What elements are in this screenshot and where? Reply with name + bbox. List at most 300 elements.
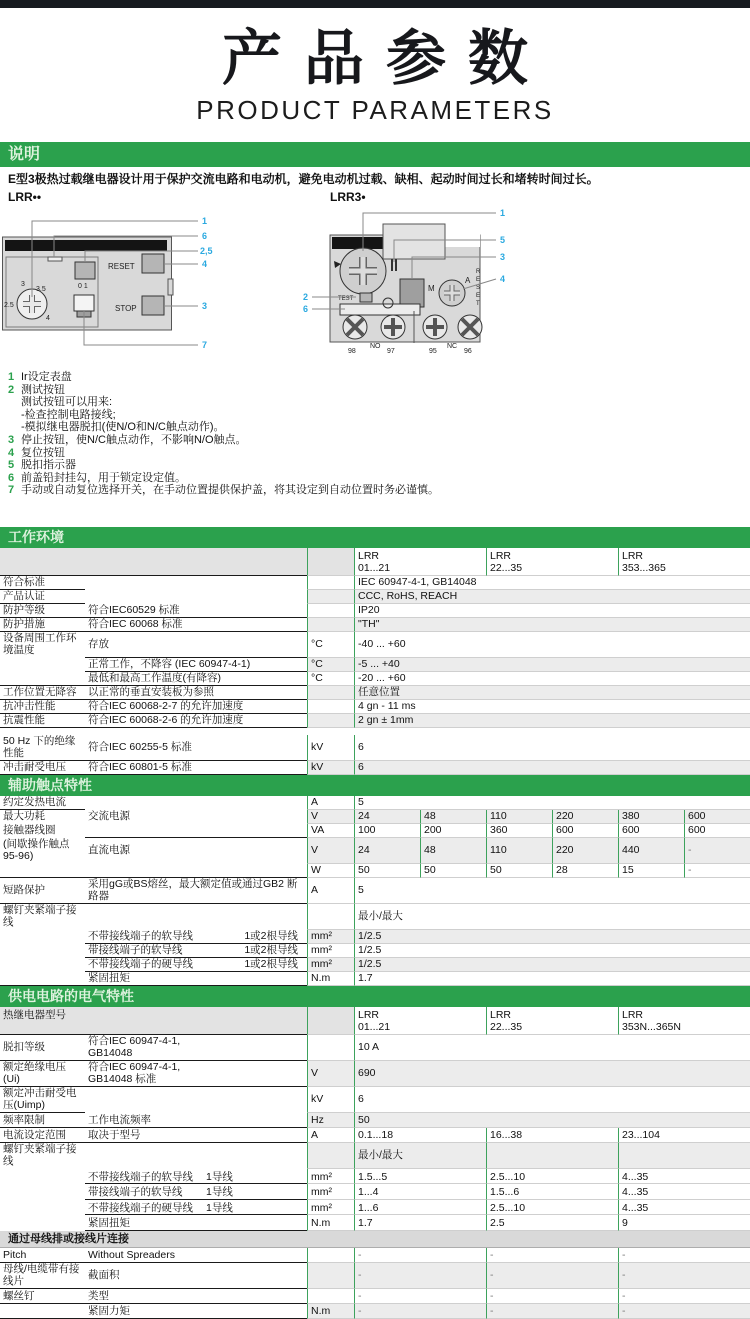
table-row — [0, 1035, 750, 1061]
row-sublabel — [85, 590, 307, 604]
unit-cell — [307, 1007, 355, 1035]
value-cell: 23...104 — [619, 1128, 750, 1143]
value-cell: CCC, RoHS, REACH — [355, 590, 750, 604]
unit-cell: Hz — [307, 1113, 355, 1128]
legend-number: 7 — [8, 484, 15, 497]
row-sublabel-text: 正常工作，不降容 (IEC 60947-4-1) — [88, 658, 251, 671]
table-row — [0, 735, 750, 761]
section-header-env: 工作环境 — [0, 527, 750, 548]
callout-number: 3 — [500, 252, 506, 262]
value-cell: 200 — [421, 824, 487, 838]
row-sublabel-text: 符合IEC 60068-2-7 的允许加速度 — [88, 700, 244, 713]
value-cell: 15 — [619, 864, 685, 878]
row-sublabel-text: 存放 — [88, 638, 109, 651]
row-sublabel — [85, 576, 307, 590]
value-cell: 1.5...5 — [355, 1169, 487, 1185]
value-cell: - — [487, 1263, 619, 1289]
table-row — [0, 904, 750, 930]
table-row — [0, 796, 750, 810]
value-cell: 1.5...6 — [487, 1184, 619, 1200]
row-sublabel-text: 不带接线端子的硬导线 — [88, 958, 193, 971]
value-cell: 0.1...18 — [355, 1128, 487, 1143]
row-label: 频率限制 — [0, 1113, 85, 1128]
stop-window — [74, 295, 94, 311]
row-sublabel-text: 符合IEC60529 标准 — [88, 604, 180, 617]
value-cell: 4...35 — [619, 1184, 750, 1200]
value-cell: - — [619, 1248, 750, 1263]
row-label — [0, 958, 85, 972]
row-label — [0, 658, 85, 672]
row-label — [0, 1200, 85, 1216]
row-sublabel — [85, 796, 307, 810]
value-cell: 220 — [553, 810, 619, 824]
row-sublabel — [85, 1087, 307, 1113]
row-sublabel — [85, 735, 307, 761]
table-row — [0, 1200, 750, 1216]
value-cell: 5 — [355, 796, 750, 810]
callout-number: 6 — [202, 231, 208, 241]
table-row — [0, 686, 750, 700]
row-sublabel — [85, 930, 307, 944]
legend-item — [8, 472, 742, 485]
value-cell: 6 — [355, 735, 750, 761]
value-cell: 16...38 — [487, 1128, 619, 1143]
value-cell: 50 — [487, 864, 553, 878]
value-cell: - — [487, 1289, 619, 1304]
callout-number: 3 — [202, 301, 208, 311]
row-sublabel — [85, 864, 307, 878]
legend-item — [8, 459, 742, 472]
test-button — [360, 293, 372, 302]
table-row — [0, 1061, 750, 1087]
terminal-label: 95 — [429, 348, 437, 355]
unit-cell — [307, 548, 355, 576]
table-row — [0, 864, 750, 878]
value-cell: 10 A — [355, 1035, 750, 1061]
row-sublabel — [85, 838, 307, 864]
value-cell: 24 — [355, 810, 421, 824]
table-sup — [0, 1007, 750, 1319]
row-sublabel-qualifier: 1导线 — [206, 1170, 233, 1183]
row-sublabel — [85, 1007, 307, 1035]
row-sublabel — [85, 810, 307, 824]
table-row — [0, 1128, 750, 1143]
value-cell: 2.5...10 — [487, 1169, 619, 1185]
row-sublabel-text: 工作电流频率 — [88, 1113, 151, 1126]
row-sublabel-qualifier: 1或2根导线 — [244, 944, 298, 957]
callout-number: 6 — [303, 304, 309, 314]
row-sublabel — [85, 618, 307, 632]
column-header: LRR 353N...365N — [619, 1007, 750, 1035]
row-label: 最大功耗 — [3, 810, 45, 823]
unit-cell: N.m — [307, 1215, 355, 1231]
value-cell: 4...35 — [619, 1200, 750, 1216]
table-gap — [0, 728, 750, 735]
row-label: 电流设定范围 — [0, 1128, 85, 1143]
value-cell: 600 — [685, 824, 750, 838]
row-sublabel — [85, 1128, 307, 1143]
row-sublabel — [85, 1143, 307, 1169]
section-header-description-label: 说明 — [8, 146, 41, 163]
row-label: 符合标准 — [0, 576, 85, 590]
row-label — [0, 864, 85, 878]
row-label — [0, 548, 85, 576]
legend-item — [8, 434, 742, 447]
table-row — [0, 1184, 750, 1200]
black-band — [5, 240, 167, 251]
row-sublabel-text: 紧固扭矩 — [88, 972, 130, 985]
row-label — [0, 1184, 85, 1200]
row-sublabel-text: 带接线端子的软导线 — [88, 1186, 183, 1199]
row-label: 接触器线圈 — [3, 824, 56, 837]
dial-mark: 4 — [46, 315, 50, 322]
row-sublabel-text: 紧固力矩 — [88, 1304, 130, 1317]
value-cell — [619, 1143, 750, 1169]
legend-item — [8, 384, 742, 434]
row-label: 母线/电缆带有接线片 — [0, 1263, 85, 1289]
value-cell: - — [487, 1304, 619, 1319]
callout-number: 1 — [500, 208, 506, 218]
value-cell: 最小/最大 — [355, 1143, 487, 1169]
unit-cell — [307, 1143, 355, 1169]
row-sublabel — [85, 958, 307, 972]
legend-text: 测试按钮 测试按钮可以用来: -检查控制电路接线; -模拟继电器脱扣(使N/O和N/C触点动作)。 — [21, 383, 225, 434]
value-cell: 6 — [355, 1087, 750, 1113]
top-dark-bar — [0, 0, 750, 8]
table-row — [0, 1215, 750, 1231]
value-cell: 最小/最大 — [355, 904, 750, 930]
unit-cell — [307, 576, 355, 590]
value-cell: 380 — [619, 810, 685, 824]
terminal-label: 97 — [387, 348, 395, 355]
row-sublabel-text: 直流电源 — [88, 844, 130, 857]
terminal-label: NC — [447, 343, 458, 350]
seal-lever — [340, 304, 420, 315]
row-sublabel — [85, 824, 307, 838]
reset-label: RESET — [108, 262, 135, 271]
row-sublabel — [85, 1061, 307, 1087]
value-cell: 600 — [685, 810, 750, 824]
table-row — [0, 658, 750, 672]
section-header-description — [0, 142, 750, 167]
row-sublabel-qualifier: 1导线 — [206, 1201, 233, 1214]
row-label: 工作位置无降容 — [0, 686, 85, 700]
column-header: LRR 01...21 — [355, 1007, 487, 1035]
table-row — [0, 1289, 750, 1304]
row-label — [0, 972, 85, 986]
legend-number: 4 — [8, 446, 15, 459]
row-sublabel — [85, 1113, 307, 1128]
unit-cell: mm² — [307, 944, 355, 958]
table-row — [0, 1007, 750, 1035]
section-header-aux: 辅助触点特性 — [0, 775, 750, 796]
callout-number: 4 — [202, 259, 208, 269]
test-window-button — [75, 262, 95, 279]
value-cell: 1...6 — [355, 1200, 487, 1216]
table-row — [0, 761, 750, 775]
legend-text: 停止按钮，使N/C触点动作，不影响N/O触点。 — [21, 433, 247, 446]
value-cell: 360 — [487, 824, 553, 838]
row-label: 螺钉夹紧端子接线 — [3, 903, 77, 929]
value-cell: 440 — [619, 838, 685, 864]
page-title: 产品参数 — [222, 25, 550, 92]
value-cell: -40 ... +60 — [355, 632, 750, 658]
column-header: LRR 22...35 — [487, 1007, 619, 1035]
unit-cell: kV — [307, 761, 355, 775]
row-sublabel — [85, 944, 307, 958]
value-cell: - — [685, 864, 750, 878]
value-cell: - — [487, 1248, 619, 1263]
stop-button — [142, 296, 164, 315]
unit-cell — [307, 604, 355, 618]
callout-number: 2,5 — [200, 246, 213, 256]
unit-cell — [307, 714, 355, 728]
value-cell: - — [355, 1304, 487, 1319]
row-sublabel — [85, 1304, 307, 1319]
unit-cell: kV — [307, 735, 355, 761]
row-sublabel-qualifier: 1导线 — [206, 1186, 233, 1199]
value-cell: 100 — [355, 824, 421, 838]
unit-cell: °C — [307, 658, 355, 672]
value-cell: 50 — [355, 864, 421, 878]
unit-cell — [307, 700, 355, 714]
row-sublabel — [85, 632, 307, 658]
row-sublabel — [85, 658, 307, 672]
value-cell: 1/2.5 — [355, 930, 750, 944]
section-header-sup: 供电电路的电气特性 — [0, 986, 750, 1007]
row-label — [0, 672, 85, 686]
value-cell: IP20 — [355, 604, 750, 618]
unit-cell: VA — [307, 824, 355, 838]
row-sublabel — [85, 1169, 307, 1185]
table-row — [0, 838, 750, 864]
row-sublabel-text: 采用gG或BS熔丝，最大额定值或通过GB2 断路器 — [88, 877, 298, 903]
row-label: 产品认证 — [0, 590, 85, 604]
diagrams — [0, 207, 750, 365]
value-cell: 220 — [553, 838, 619, 864]
table-row — [0, 1248, 750, 1263]
terminal-label: 98 — [348, 348, 356, 355]
value-cell: 1...4 — [355, 1184, 487, 1200]
row-sublabel — [85, 904, 307, 930]
table-row — [0, 1087, 750, 1113]
row-label: 额定绝缘电压(Ui) — [0, 1061, 85, 1087]
unit-cell: V — [307, 810, 355, 824]
value-cell: - — [355, 1289, 487, 1304]
callout-number: 7 — [202, 340, 208, 350]
row-sublabel-text: Without Spreaders — [88, 1248, 175, 1261]
unit-cell: A — [307, 1128, 355, 1143]
seal-slot — [48, 257, 62, 261]
value-cell: 110 — [487, 810, 553, 824]
table-row — [0, 810, 750, 824]
dial-mark: 3 — [21, 281, 25, 288]
manual-label: M — [428, 284, 435, 293]
table-row — [0, 878, 750, 904]
relay3-front-diagram — [300, 207, 530, 362]
table-row — [0, 632, 750, 658]
row-sublabel-text: 截面积 — [88, 1269, 120, 1282]
test-label: TEST — [338, 296, 354, 302]
value-cell: 690 — [355, 1061, 750, 1087]
unit-cell: mm² — [307, 958, 355, 972]
legend-text: 脱扣指示器 — [21, 459, 76, 472]
column-header: LRR 01...21 — [355, 548, 487, 576]
row-sublabel-text: 带接线端子的软导线 — [88, 944, 183, 957]
row-sublabel-text: 不带接线端子的硬导线 — [88, 1201, 193, 1214]
unit-cell: mm² — [307, 1169, 355, 1185]
row-sublabel — [85, 878, 307, 904]
table-row — [0, 618, 750, 632]
row-sublabel-text: 类型 — [88, 1289, 109, 1302]
table-row — [0, 590, 750, 604]
value-cell: - — [355, 1248, 487, 1263]
stop-label: STOP — [115, 304, 137, 313]
row-label: 防护等级 — [0, 604, 85, 618]
value-cell: 110 — [487, 838, 553, 864]
value-cell: 1.7 — [355, 1215, 487, 1231]
callout-number: 5 — [500, 235, 506, 245]
table-row — [0, 944, 750, 958]
value-cell: 任意位置 — [355, 686, 750, 700]
row-label — [0, 944, 85, 958]
unit-cell — [307, 590, 355, 604]
value-cell: IEC 60947-4-1, GB14048 — [355, 576, 750, 590]
row-sublabel-qualifier: 1或2根导线 — [244, 958, 298, 971]
legend-text: 前盖铅封挂勾，用于锁定设定值。 — [21, 471, 186, 484]
row-sublabel-text: 取决于型号 — [88, 1128, 141, 1141]
value-cell: 48 — [421, 810, 487, 824]
row-sublabel — [85, 700, 307, 714]
legend-item — [8, 484, 742, 497]
row-label: 额定冲击耐受电压(Uimp) — [0, 1087, 85, 1113]
table-row — [0, 700, 750, 714]
model-left-label: LRR•• — [8, 190, 42, 204]
table-row — [0, 672, 750, 686]
dial-mark: 2.5 — [4, 302, 14, 309]
legend-number: 6 — [8, 471, 15, 484]
value-cell: - — [619, 1263, 750, 1289]
legend-text: Ir设定表盘 — [21, 371, 72, 383]
value-cell: 2.5...10 — [487, 1200, 619, 1216]
unit-cell: N.m — [307, 1304, 355, 1319]
row-sublabel — [85, 1289, 307, 1304]
row-sublabel — [85, 548, 307, 576]
top-cover — [383, 224, 445, 259]
stop-window — [400, 279, 424, 307]
legend — [8, 371, 742, 497]
table-row — [0, 1169, 750, 1185]
legend-number: 2 — [8, 383, 15, 396]
table-row — [0, 972, 750, 986]
table-env — [0, 548, 750, 775]
unit-cell — [307, 904, 355, 930]
row-sublabel-text: 不带接线端子的软导线 — [88, 930, 193, 943]
row-sublabel — [85, 686, 307, 700]
value-cell: 50 — [421, 864, 487, 878]
unit-cell: A — [307, 878, 355, 904]
model-labels — [8, 190, 742, 205]
row-sublabel-text: 符合IEC 60068-2-6 的允许加速度 — [88, 714, 244, 727]
row-sublabel — [85, 604, 307, 618]
value-cell: 6 — [355, 761, 750, 775]
zero-one-label: 0 1 — [78, 283, 88, 290]
row-label: 短路保护 — [0, 878, 85, 904]
value-cell: 1.7 — [355, 972, 750, 986]
row-label: (间歇操作触点 95-96) — [3, 837, 70, 863]
legend-text: 复位按钮 — [21, 446, 65, 459]
row-label: 热继电器型号 — [0, 1007, 85, 1035]
table-row — [0, 1113, 750, 1128]
legend-number: 3 — [8, 433, 15, 446]
row-label: 防护措施 — [0, 618, 85, 632]
table-row — [0, 576, 750, 590]
row-label — [0, 1215, 85, 1231]
table-row — [0, 1304, 750, 1319]
value-cell: - — [685, 838, 750, 864]
column-header: LRR 353...365 — [619, 548, 750, 576]
value-cell: - — [619, 1304, 750, 1319]
table-row — [0, 824, 750, 838]
table-row — [0, 930, 750, 944]
dial-mark: 3.5 — [36, 286, 46, 293]
legend-number: 5 — [8, 459, 15, 472]
table-row — [0, 958, 750, 972]
row-label: 抗震性能 — [0, 714, 85, 728]
unit-cell: mm² — [307, 1184, 355, 1200]
column-header: LRR 22...35 — [487, 548, 619, 576]
reset-vertical-label: R E S E T — [476, 269, 481, 307]
row-label: 螺丝钉 — [0, 1289, 85, 1304]
row-label: Pitch — [0, 1248, 85, 1263]
value-cell: 600 — [553, 824, 619, 838]
row-sublabel-text: 紧固扭矩 — [88, 1217, 130, 1230]
unit-cell: mm² — [307, 1200, 355, 1216]
legend-number: 1 — [8, 371, 15, 383]
value-cell: 24 — [355, 838, 421, 864]
unit-cell: °C — [307, 672, 355, 686]
value-cell: 2 gn ± 1mm — [355, 714, 750, 728]
row-sublabel — [85, 972, 307, 986]
unit-cell: kV — [307, 1087, 355, 1113]
callout-number: 1 — [202, 216, 208, 226]
value-cell: 4...35 — [619, 1169, 750, 1185]
value-cell: 48 — [421, 838, 487, 864]
row-sublabel — [85, 714, 307, 728]
row-label: 螺钉夹紧端子接线 — [3, 1142, 77, 1168]
terminal-label: 96 — [464, 348, 472, 355]
table-row — [0, 1143, 750, 1169]
row-sublabel-text: 符合IEC 60068 标准 — [88, 618, 183, 631]
row-label: 脱扣等级 — [0, 1035, 85, 1061]
legend-item — [8, 447, 742, 460]
row-sublabel-qualifier: 1或2根导线 — [244, 930, 298, 943]
unit-cell: A — [307, 796, 355, 810]
row-sublabel-text: 不带接线端子的软导线 — [88, 1170, 193, 1183]
unit-cell — [307, 1035, 355, 1061]
row-label: 约定发热电流 — [0, 796, 85, 810]
legend-item — [8, 371, 742, 384]
row-sublabel — [85, 1200, 307, 1216]
unit-cell — [307, 1289, 355, 1304]
row-sublabel-text: 符合IEC 60947-4-1, GB14048 标准 — [88, 1060, 181, 1086]
value-cell: 1/2.5 — [355, 958, 750, 972]
row-sublabel — [85, 1248, 307, 1263]
value-cell: 600 — [619, 824, 685, 838]
model-right-label: LRR3• — [330, 190, 366, 204]
row-sublabel — [85, 761, 307, 775]
unit-cell: V — [307, 1061, 355, 1087]
